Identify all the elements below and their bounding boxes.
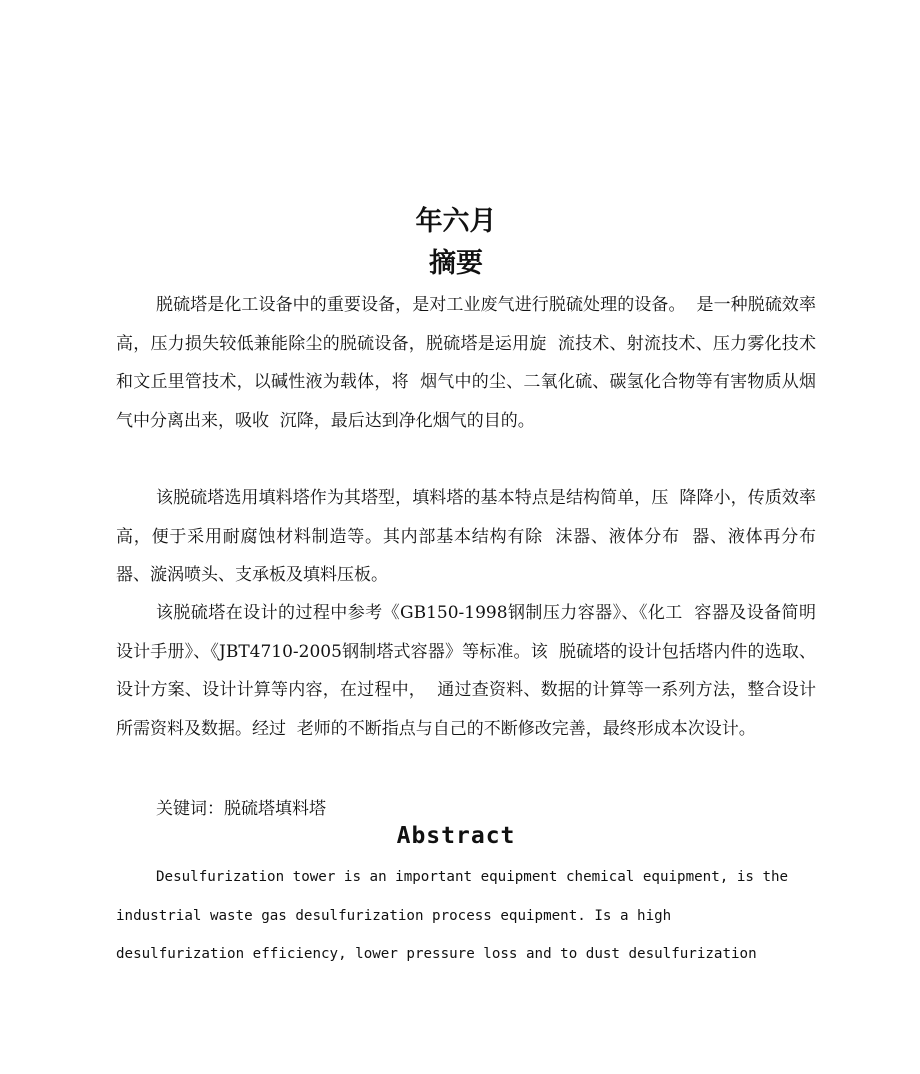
abstract-paragraph-3: 该脱硫塔在设计的过程中参考《GB150-1998钢制压力容器》、《化工 容器及设备简明设计手册》、《JBT4710-2005钢制塔式容器》等标准。该 脱硫塔的设计包括塔内件的选取、设计方案、设计计算等内容，在过程中， 通过查资料、数据的计算等一系列方法，整合设计所需资料及数据。经过 老师的不断指点与自己的不断修改完善，最终形成本次设计。: [116, 603, 816, 739]
abstract-paragraph-2: 该脱硫塔选用填料塔作为其塔型，填料塔的基本特点是结构简单，压 降降小，传质效率高，便于采用耐腐蚀材料制造等。其内部基本结构有除 沫器、液体分布 器、液体再分布器、漩涡喷头、支承板及填料压板。: [116, 488, 816, 585]
date-heading: 年六月: [415, 206, 497, 237]
english-abstract-paragraph: Desulfurization tower is an important equipment chemical equipment, is the industrial waste gas desulfurization process equipment. Is a high desulfurization efficiency, lower pressure loss and to dust desulfurization: [116, 869, 789, 962]
english-abstract-title: Abstract: [396, 823, 516, 849]
chinese-abstract-title: 摘要: [429, 248, 483, 279]
keywords: 关键词：脱硫塔填料塔: [156, 799, 326, 819]
abstract-paragraph-1: 脱硫塔是化工设备中的重要设备，是对工业废气进行脱硫处理的设备。 是一种脱硫效率高，压力损失较低兼能除尘的脱硫设备，脱硫塔是运用旋 流技术、射流技术、压力雾化技术和文丘里管技术，以碱性液为载体，将 烟气中的尘、二氧化硫、碳氢化合物等有害物质从烟气中分离出来，吸收 沉降，最后达到净化烟气的目的。: [116, 295, 816, 431]
